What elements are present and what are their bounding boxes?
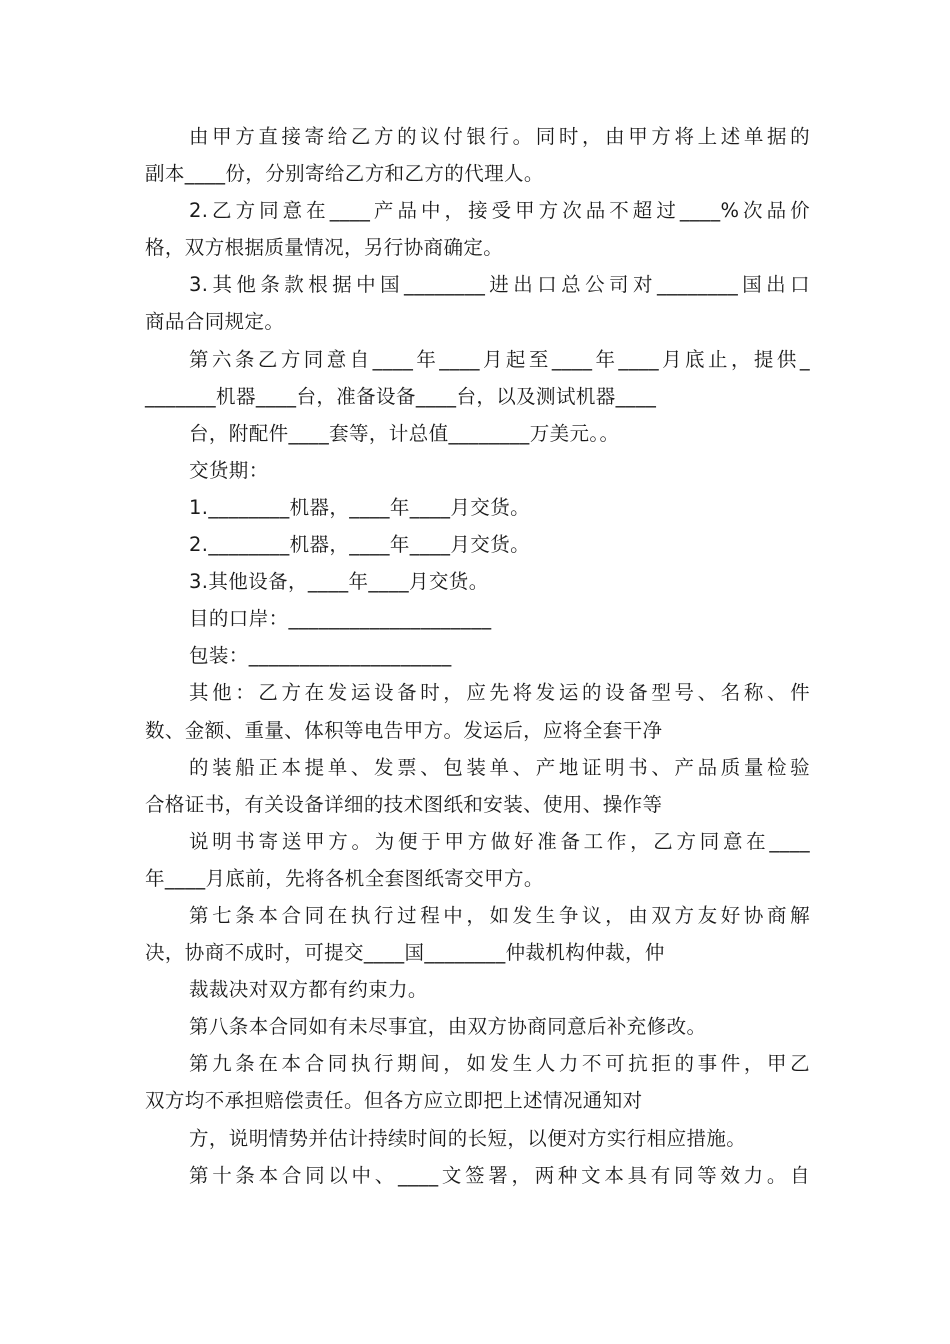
text-line: 第六条乙方同意自____年____月起至____年____月底止，提供_ xyxy=(189,347,810,371)
text-line: 副本____份，分别寄给乙方和乙方的代理人。 xyxy=(145,162,544,186)
text-line: 3.其他设备，____年____月交货。 xyxy=(189,570,489,594)
text-line: 数、金额、重量、体积等电告甲方。发运后，应将全套干净 xyxy=(145,718,663,742)
text-line: _______机器____台，准备设备____台，以及测试机器____ xyxy=(145,384,657,408)
text-line: 方，说明情势并估计持续时间的长短，以便对方实行相应措施。 xyxy=(189,1126,747,1150)
text-line: 年____月底前，先将各机全套图纸寄交甲方。 xyxy=(145,866,544,890)
text-line: 第八条本合同如有未尽事宜，由双方协商同意后补充修改。 xyxy=(189,1015,707,1039)
text-line: 决，协商不成时，可提交____国________仲裁机构仲裁，仲 xyxy=(145,941,665,965)
text-line: 第九条在本合同执行期间，如发生人力不可抗拒的事件，甲乙 xyxy=(189,1052,810,1076)
document-body xyxy=(145,118,810,1194)
text-line: 的装船正本提单、发票、包装单、产地证明书、产品质量检验 xyxy=(189,755,810,779)
text-line: 台，附配件____套等，计总值________万美元。。 xyxy=(189,421,620,445)
text-line: 合格证书，有关设备详细的技术图纸和安装、使用、操作等 xyxy=(145,792,663,816)
text-line: 商品合同规定。 xyxy=(145,310,285,334)
text-line: 双方均不承担赔偿责任。但各方应立即把上述情况通知对 xyxy=(145,1089,643,1113)
text-line: 包装：____________________ xyxy=(189,644,452,668)
text-line: 3.其他条款根据中国________进出口总公司对________国出口 xyxy=(189,273,810,297)
text-line: 裁裁决对双方都有约束力。 xyxy=(189,978,428,1002)
text-line: 2.________机器，____年____月交货。 xyxy=(189,533,531,557)
text-line: 2.乙方同意在____产品中，接受甲方次品不超过____%次品价 xyxy=(189,199,810,223)
text-line: 交货期： xyxy=(189,458,269,482)
text-line: 第七条本合同在执行过程中，如发生争议，由双方友好协商解 xyxy=(189,903,810,927)
text-line: 格，双方根据质量情况，另行协商确定。 xyxy=(145,236,504,260)
text-line: 1.________机器，____年____月交货。 xyxy=(189,495,531,519)
text-line: 其他：乙方在发运设备时，应先将发运的设备型号、名称、件 xyxy=(189,681,810,705)
text-line: 由甲方直接寄给乙方的议付银行。同时，由甲方将上述单据的 xyxy=(189,125,810,148)
text-line: 目的口岸：____________________ xyxy=(189,607,492,631)
text-line: 说明书寄送甲方。为便于甲方做好准备工作，乙方同意在____ xyxy=(189,829,810,853)
text-line: 第十条本合同以中、____文签署，两种文本具有同等效力。自 xyxy=(189,1163,810,1187)
